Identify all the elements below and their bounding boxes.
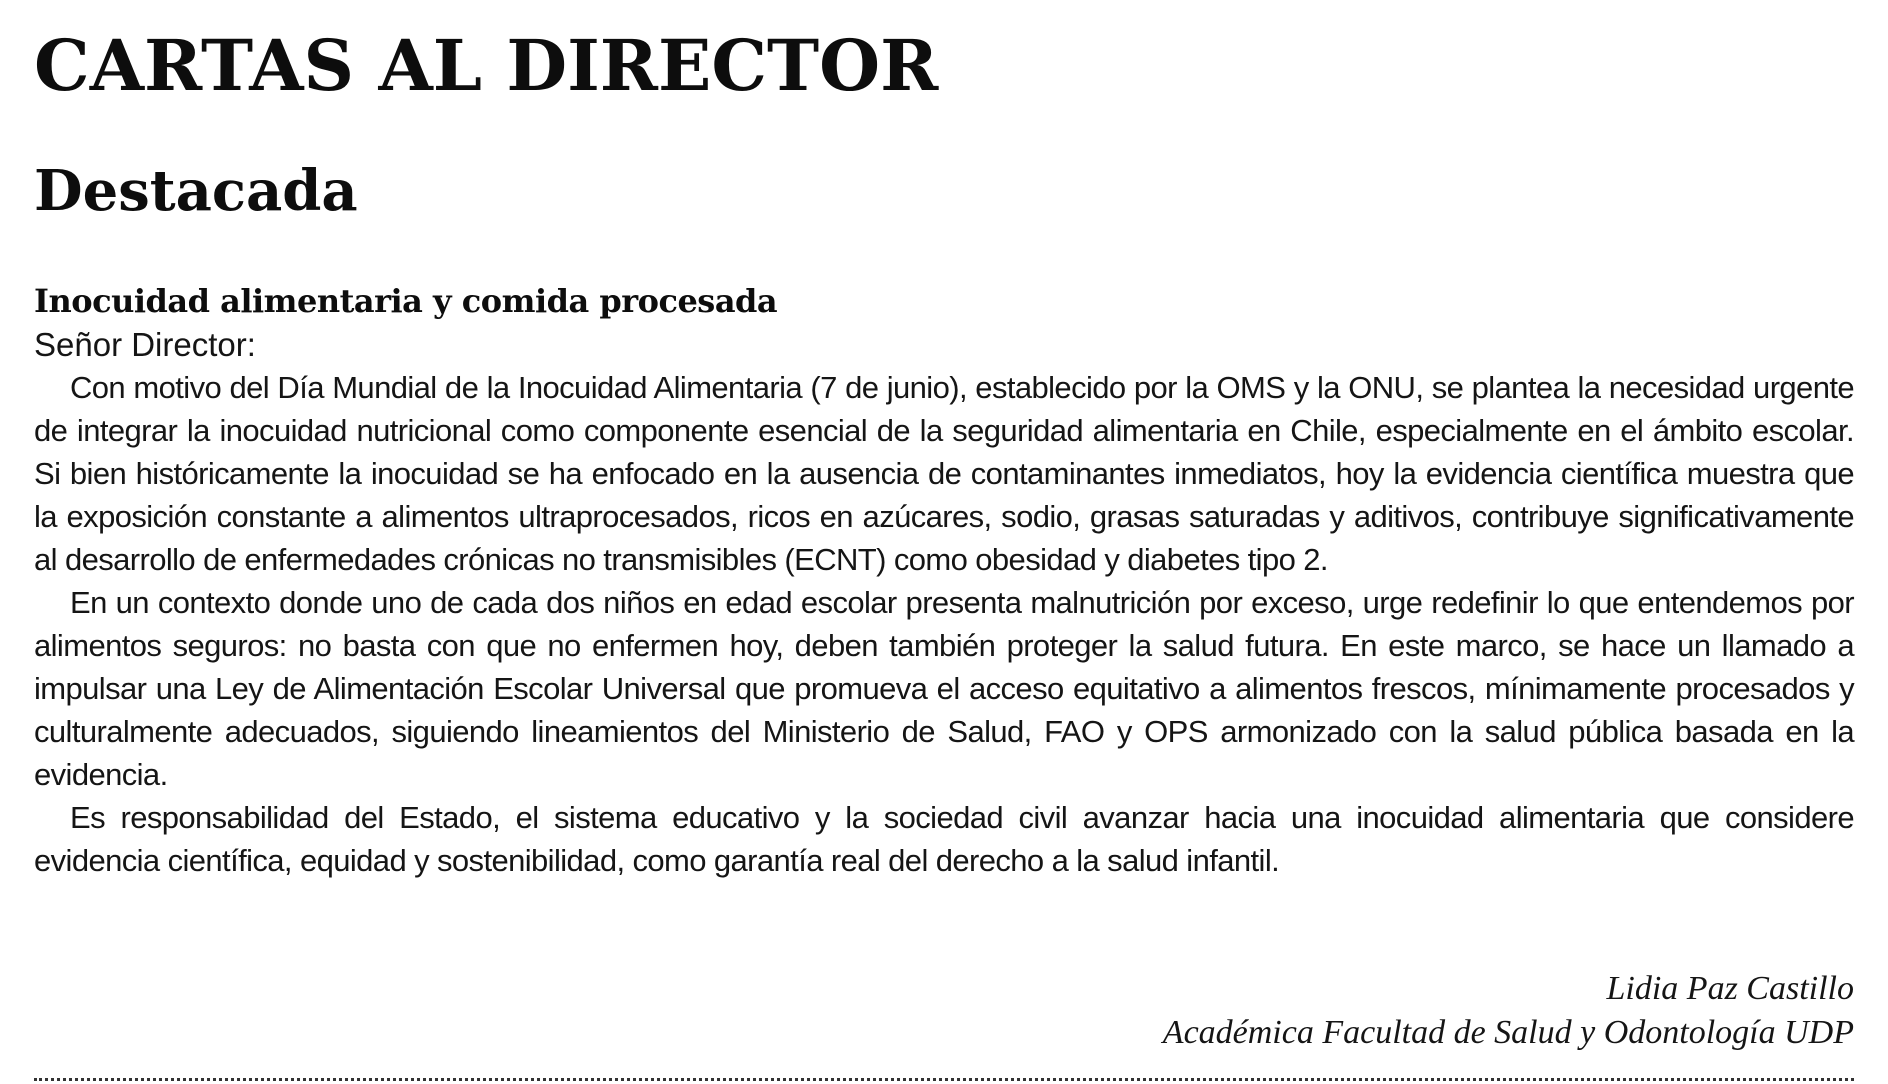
- newspaper-page: [34, 0, 1854, 1084]
- dotted-divider: [34, 1078, 1854, 1081]
- letter-paragraph-3: Es responsabilidad del Estado, el sistema educativo y la sociedad civil avanzar hacia una inocuidad alimentaria que considere evidencia científica, equidad y sostenibilidad, como garantía real del derecho a la salud infantil.: [34, 800, 1854, 878]
- letter-salutation: Señor Director:: [34, 326, 256, 363]
- letter-paragraph-1: Con motivo del Día Mundial de la Inocuidad Alimentaria (7 de junio), establecido por la OMS y la ONU, se plantea la necesidad urgente de integrar la inocuidad nutricional como componente esencial de la seguridad alimentaria en Chile, especialmente en el ámbito escolar. Si bien históricamente la inocuidad se ha enfocado en la ausencia de contaminantes inmediatos, hoy la evidencia científica muestra que la exposición constante a alimentos ultraprocesados, ricos en azúcares, sodio, grasas saturadas y aditivos, contribuye significativamente al desarrollo de enfermedades crónicas no transmisibles (ECNT) como obesidad y diabetes tipo 2.: [34, 370, 1854, 577]
- section-title: CARTAS AL DIRECTOR: [34, 24, 939, 107]
- letter-signature: [1163, 967, 1854, 1055]
- signature-affiliation: Académica Facultad de Salud y Odontología UDP: [1162, 1014, 1854, 1051]
- letter-body: [34, 366, 1854, 882]
- letter-article: [34, 279, 1854, 882]
- letter-headline: Inocuidad alimentaria y comida procesada: [34, 282, 778, 320]
- featured-label: Destacada: [34, 158, 358, 224]
- signature-name: Lidia Paz Castillo: [1606, 970, 1854, 1007]
- letter-paragraph-2: En un contexto donde uno de cada dos niños en edad escolar presenta malnutrición por exceso, urge redefinir lo que entendemos por alimentos seguros: no basta con que no enfermen hoy, deben también proteger la salud futura. En este marco, se hace un llamado a impulsar una Ley de Alimentación Escolar Universal que promueva el acceso equitativo a alimentos frescos, mínimamente procesados y culturalmente adecuados, siguiendo lineamientos del Ministerio de Salud, FAO y OPS armonizado con la salud pública basada en la evidencia.: [34, 585, 1854, 792]
